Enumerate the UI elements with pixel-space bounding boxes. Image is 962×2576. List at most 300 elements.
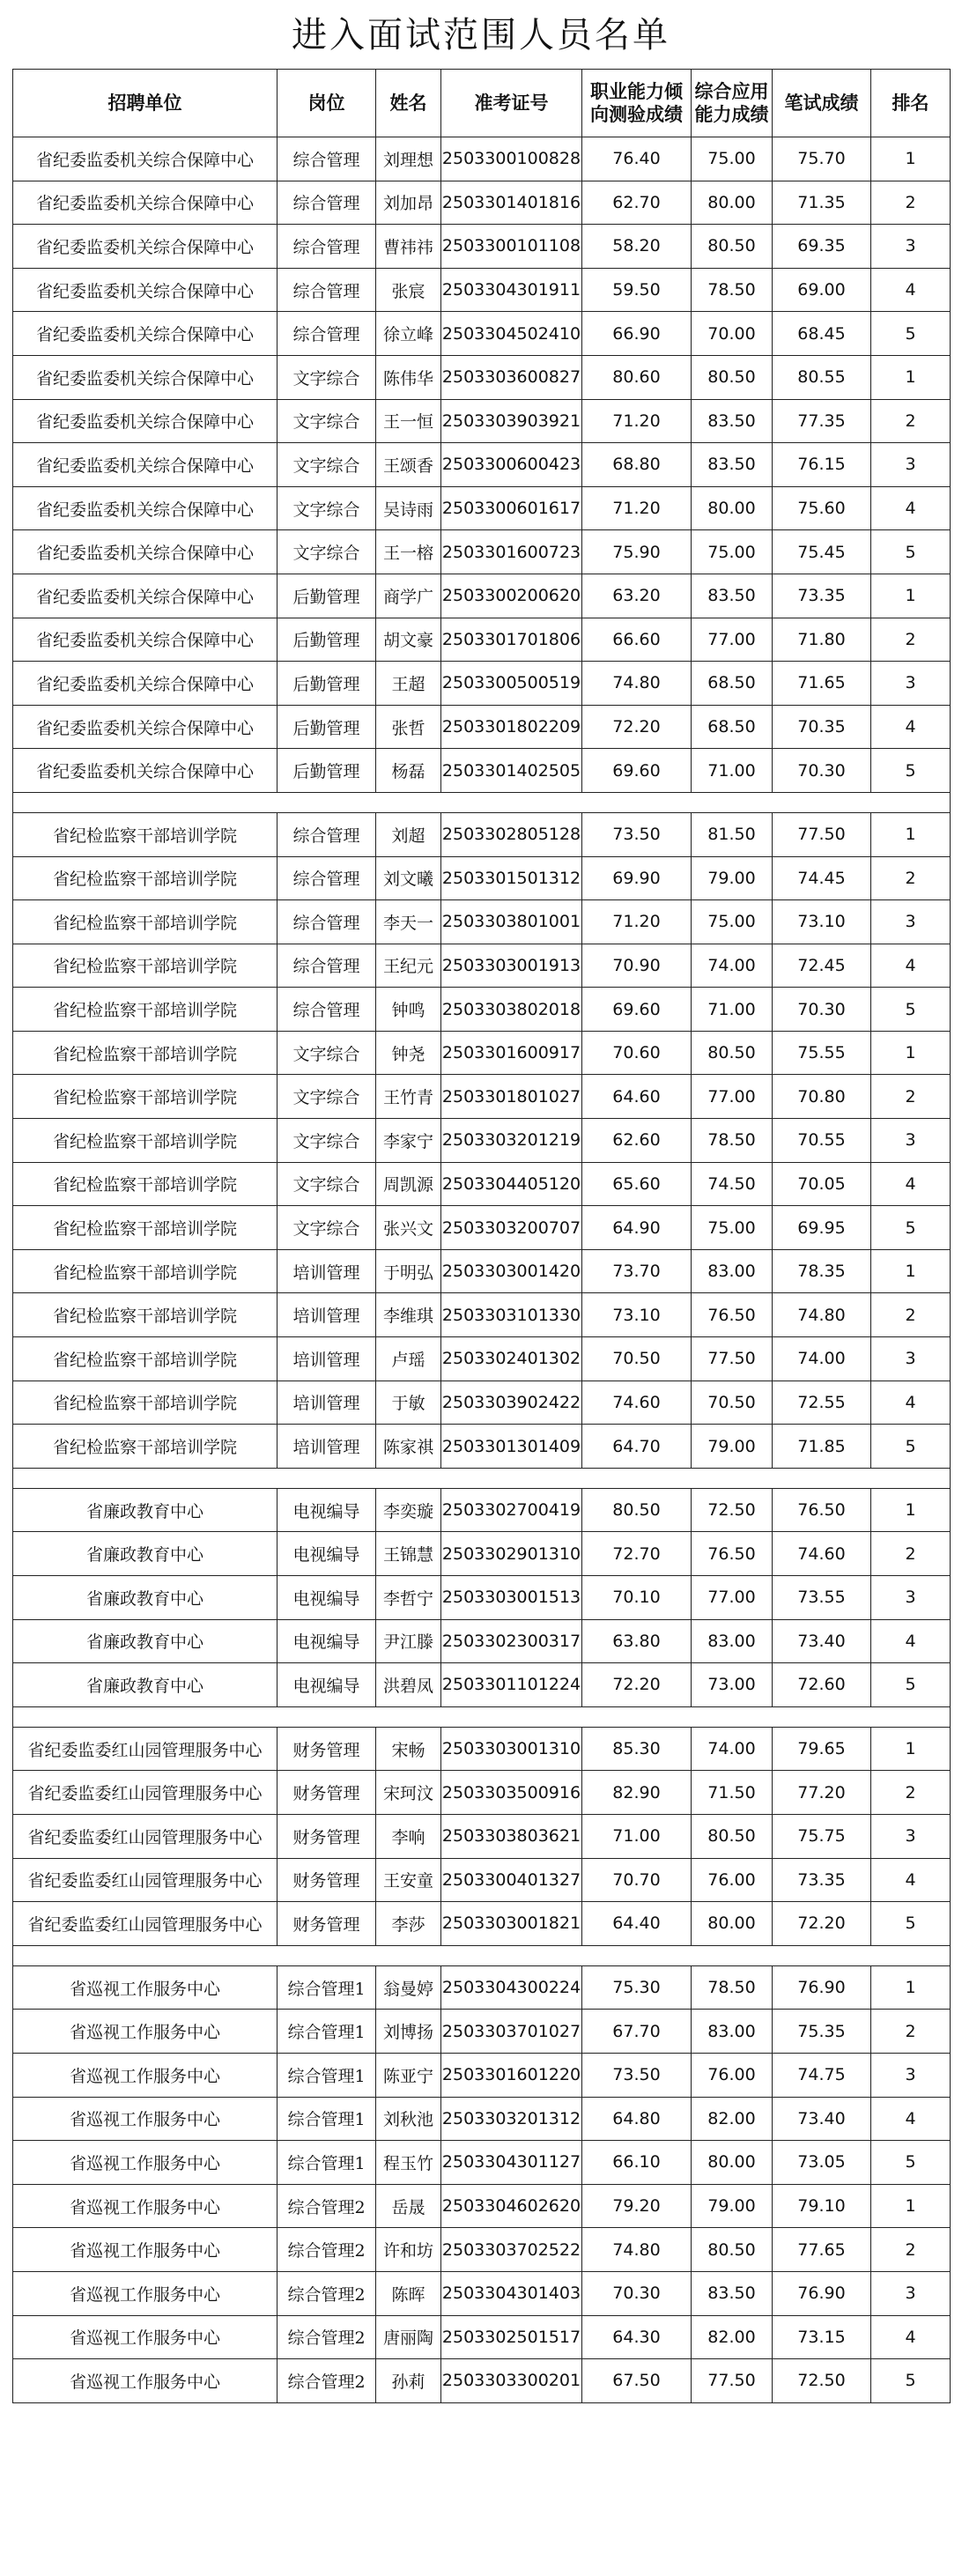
table-row: [13, 1576, 951, 1620]
cell-written-score: 76.15: [773, 443, 871, 487]
cell-unit: 省纪委监委机关综合保障中心: [13, 662, 278, 706]
cell-unit: 省巡视工作服务中心: [13, 2359, 278, 2403]
cell-application-score: 80.50: [692, 2228, 773, 2272]
header-name: 姓名: [376, 70, 441, 137]
cell-application-score: 77.00: [692, 1075, 773, 1119]
table-row: [13, 988, 951, 1032]
table-row: [13, 2053, 951, 2097]
cell-post: 综合管理1: [278, 2010, 376, 2054]
cell-application-score: 80.00: [692, 1902, 773, 1946]
cell-written-score: 73.35: [773, 574, 871, 618]
cell-aptitude-score: 62.70: [582, 181, 692, 225]
cell-written-score: 73.15: [773, 2315, 871, 2359]
cell-rank: 5: [871, 2359, 951, 2403]
cell-unit: 省纪委监委机关综合保障中心: [13, 749, 278, 793]
cell-rank: 4: [871, 486, 951, 530]
cell-post: 后勤管理: [278, 574, 376, 618]
candidate-table: [12, 69, 951, 2403]
cell-name: 胡文豪: [376, 618, 441, 662]
table-row: [13, 1075, 951, 1119]
cell-unit: 省廉政教育中心: [13, 1619, 278, 1663]
cell-written-score: 70.05: [773, 1162, 871, 1206]
separator-cell: [13, 792, 951, 812]
cell-written-score: 70.80: [773, 1075, 871, 1119]
cell-aptitude-score: 65.60: [582, 1162, 692, 1206]
table-row: [13, 900, 951, 944]
cell-aptitude-score: 72.70: [582, 1532, 692, 1576]
cell-aptitude-score: 64.40: [582, 1902, 692, 1946]
cell-aptitude-score: 80.50: [582, 1488, 692, 1532]
header-post: 岗位: [278, 70, 376, 137]
cell-unit: 省纪检监察干部培训学院: [13, 944, 278, 988]
cell-name: 商学广: [376, 574, 441, 618]
cell-unit: 省纪检监察干部培训学院: [13, 1293, 278, 1337]
cell-rank: 1: [871, 1727, 951, 1771]
cell-unit: 省廉政教育中心: [13, 1576, 278, 1620]
group-separator-row: [13, 792, 951, 812]
cell-unit: 省纪委监委机关综合保障中心: [13, 530, 278, 574]
cell-application-score: 76.00: [692, 1858, 773, 1902]
cell-post: 文字综合: [278, 1206, 376, 1250]
cell-aptitude-score: 66.10: [582, 2141, 692, 2185]
table-row: [13, 2359, 951, 2403]
cell-written-score: 70.30: [773, 988, 871, 1032]
cell-written-score: 72.55: [773, 1381, 871, 1425]
group-separator-row: [13, 1468, 951, 1488]
separator-cell: [13, 1468, 951, 1488]
cell-written-score: 75.35: [773, 2010, 871, 2054]
cell-name: 李家宁: [376, 1119, 441, 1163]
cell-exam-no: 2503301701806: [441, 618, 582, 662]
cell-unit: 省巡视工作服务中心: [13, 2315, 278, 2359]
cell-aptitude-score: 71.00: [582, 1814, 692, 1858]
cell-unit: 省纪委监委机关综合保障中心: [13, 181, 278, 225]
cell-post: 文字综合: [278, 1075, 376, 1119]
cell-exam-no: 2503301802209: [441, 705, 582, 749]
cell-exam-no: 2503302700419: [441, 1488, 582, 1532]
cell-application-score: 79.00: [692, 856, 773, 900]
header-written-score: 笔试成绩: [773, 70, 871, 137]
cell-post: 文字综合: [278, 1119, 376, 1163]
table-row: [13, 2141, 951, 2185]
cell-exam-no: 2503303702522: [441, 2228, 582, 2272]
cell-post: 综合管理: [278, 812, 376, 856]
cell-written-score: 74.75: [773, 2053, 871, 2097]
cell-application-score: 78.50: [692, 268, 773, 312]
cell-post: 后勤管理: [278, 618, 376, 662]
cell-application-score: 83.50: [692, 399, 773, 443]
cell-unit: 省纪委监委机关综合保障中心: [13, 618, 278, 662]
cell-exam-no: 2503300401327: [441, 1858, 582, 1902]
cell-aptitude-score: 64.80: [582, 2097, 692, 2141]
cell-written-score: 79.65: [773, 1727, 871, 1771]
cell-rank: 4: [871, 268, 951, 312]
cell-aptitude-score: 70.50: [582, 1337, 692, 1381]
cell-rank: 4: [871, 705, 951, 749]
cell-rank: 5: [871, 1902, 951, 1946]
cell-exam-no: 2503300500519: [441, 662, 582, 706]
cell-rank: 3: [871, 2053, 951, 2097]
cell-exam-no: 2503301301409: [441, 1425, 582, 1469]
cell-name: 孙莉: [376, 2359, 441, 2403]
cell-name: 洪碧凤: [376, 1663, 441, 1707]
cell-application-score: 75.00: [692, 900, 773, 944]
cell-application-score: 82.00: [692, 2315, 773, 2359]
cell-name: 翁曼婷: [376, 1965, 441, 2010]
cell-application-score: 83.50: [692, 443, 773, 487]
cell-name: 王锦慧: [376, 1532, 441, 1576]
cell-name: 王竹青: [376, 1075, 441, 1119]
cell-aptitude-score: 71.20: [582, 399, 692, 443]
cell-written-score: 69.00: [773, 268, 871, 312]
cell-unit: 省纪委监委机关综合保障中心: [13, 137, 278, 181]
cell-written-score: 73.05: [773, 2141, 871, 2185]
table-row: [13, 1965, 951, 2010]
cell-exam-no: 2503301600723: [441, 530, 582, 574]
cell-name: 宋畅: [376, 1727, 441, 1771]
cell-rank: 1: [871, 2184, 951, 2228]
cell-written-score: 73.40: [773, 2097, 871, 2141]
cell-post: 综合管理: [278, 137, 376, 181]
table-row: [13, 486, 951, 530]
cell-aptitude-score: 75.30: [582, 1965, 692, 2010]
cell-application-score: 71.00: [692, 988, 773, 1032]
cell-exam-no: 2503303902422: [441, 1381, 582, 1425]
cell-unit: 省纪检监察干部培训学院: [13, 1381, 278, 1425]
cell-aptitude-score: 59.50: [582, 268, 692, 312]
cell-application-score: 75.00: [692, 1206, 773, 1250]
table-row: [13, 856, 951, 900]
cell-rank: 3: [871, 662, 951, 706]
table-row: [13, 574, 951, 618]
cell-written-score: 70.30: [773, 749, 871, 793]
cell-application-score: 83.00: [692, 2010, 773, 2054]
cell-post: 财务管理: [278, 1858, 376, 1902]
cell-exam-no: 2503301600917: [441, 1031, 582, 1075]
cell-post: 文字综合: [278, 1162, 376, 1206]
cell-aptitude-score: 76.40: [582, 137, 692, 181]
cell-application-score: 73.00: [692, 1663, 773, 1707]
table-row: [13, 1663, 951, 1707]
cell-post: 综合管理1: [278, 1965, 376, 2010]
cell-aptitude-score: 74.80: [582, 662, 692, 706]
cell-exam-no: 2503303201219: [441, 1119, 582, 1163]
cell-written-score: 71.85: [773, 1425, 871, 1469]
table-row: [13, 1249, 951, 1293]
cell-application-score: 80.50: [692, 355, 773, 399]
cell-name: 王一榕: [376, 530, 441, 574]
cell-unit: 省纪检监察干部培训学院: [13, 856, 278, 900]
cell-written-score: 75.75: [773, 1814, 871, 1858]
cell-rank: 3: [871, 1119, 951, 1163]
cell-exam-no: 2503300200620: [441, 574, 582, 618]
cell-aptitude-score: 73.50: [582, 812, 692, 856]
table-row: [13, 1814, 951, 1858]
cell-unit: 省纪委监委红山园管理服务中心: [13, 1727, 278, 1771]
table-row: [13, 1119, 951, 1163]
cell-unit: 省纪委监委机关综合保障中心: [13, 486, 278, 530]
cell-written-score: 74.45: [773, 856, 871, 900]
cell-post: 电视编导: [278, 1488, 376, 1532]
cell-name: 尹江滕: [376, 1619, 441, 1663]
cell-name: 钟鸣: [376, 988, 441, 1032]
cell-rank: 5: [871, 749, 951, 793]
cell-exam-no: 2503303903921: [441, 399, 582, 443]
cell-post: 文字综合: [278, 399, 376, 443]
cell-exam-no: 2503301401816: [441, 181, 582, 225]
cell-exam-no: 2503302300317: [441, 1619, 582, 1663]
cell-name: 张哲: [376, 705, 441, 749]
table-row: [13, 2228, 951, 2272]
cell-post: 电视编导: [278, 1532, 376, 1576]
cell-exam-no: 2503303802018: [441, 988, 582, 1032]
cell-aptitude-score: 68.80: [582, 443, 692, 487]
table-row: [13, 1619, 951, 1663]
cell-name: 程玉竹: [376, 2141, 441, 2185]
cell-rank: 5: [871, 530, 951, 574]
cell-post: 培训管理: [278, 1381, 376, 1425]
cell-aptitude-score: 62.60: [582, 1119, 692, 1163]
cell-name: 李奕璇: [376, 1488, 441, 1532]
cell-exam-no: 2503302401302: [441, 1337, 582, 1381]
cell-written-score: 69.35: [773, 225, 871, 269]
cell-application-score: 74.00: [692, 944, 773, 988]
cell-post: 后勤管理: [278, 705, 376, 749]
cell-exam-no: 2503301101224: [441, 1663, 582, 1707]
cell-aptitude-score: 80.60: [582, 355, 692, 399]
cell-aptitude-score: 67.50: [582, 2359, 692, 2403]
cell-rank: 3: [871, 2271, 951, 2315]
cell-application-score: 74.00: [692, 1727, 773, 1771]
cell-rank: 1: [871, 355, 951, 399]
cell-rank: 5: [871, 2141, 951, 2185]
cell-application-score: 80.50: [692, 1814, 773, 1858]
cell-post: 综合管理: [278, 856, 376, 900]
cell-application-score: 80.50: [692, 225, 773, 269]
table-row: [13, 312, 951, 356]
cell-name: 许和坊: [376, 2228, 441, 2272]
header-rank: 排名: [871, 70, 951, 137]
cell-unit: 省巡视工作服务中心: [13, 2010, 278, 2054]
header-exam-no: 准考证号: [441, 70, 582, 137]
cell-rank: 4: [871, 1858, 951, 1902]
cell-application-score: 82.00: [692, 2097, 773, 2141]
cell-post: 文字综合: [278, 1031, 376, 1075]
cell-exam-no: 2503303101330: [441, 1293, 582, 1337]
cell-post: 电视编导: [278, 1576, 376, 1620]
cell-aptitude-score: 73.10: [582, 1293, 692, 1337]
cell-application-score: 76.50: [692, 1293, 773, 1337]
cell-rank: 1: [871, 1249, 951, 1293]
cell-aptitude-score: 58.20: [582, 225, 692, 269]
table-row: [13, 1162, 951, 1206]
cell-post: 综合管理: [278, 312, 376, 356]
cell-post: 综合管理1: [278, 2053, 376, 2097]
cell-unit: 省巡视工作服务中心: [13, 2097, 278, 2141]
cell-rank: 3: [871, 443, 951, 487]
cell-name: 张兴文: [376, 1206, 441, 1250]
cell-name: 李响: [376, 1814, 441, 1858]
cell-aptitude-score: 64.70: [582, 1425, 692, 1469]
cell-aptitude-score: 70.60: [582, 1031, 692, 1075]
cell-rank: 2: [871, 618, 951, 662]
cell-name: 刘理想: [376, 137, 441, 181]
table-body: [13, 137, 951, 2403]
header-unit: 招聘单位: [13, 70, 278, 137]
cell-written-score: 73.55: [773, 1576, 871, 1620]
cell-name: 李莎: [376, 1902, 441, 1946]
group-separator-row: [13, 1706, 951, 1727]
cell-name: 岳晟: [376, 2184, 441, 2228]
cell-application-score: 81.50: [692, 812, 773, 856]
cell-rank: 2: [871, 399, 951, 443]
cell-name: 吴诗雨: [376, 486, 441, 530]
cell-unit: 省纪委监委机关综合保障中心: [13, 225, 278, 269]
cell-written-score: 71.80: [773, 618, 871, 662]
cell-post: 财务管理: [278, 1771, 376, 1815]
cell-post: 电视编导: [278, 1663, 376, 1707]
cell-aptitude-score: 71.20: [582, 486, 692, 530]
cell-application-score: 77.00: [692, 618, 773, 662]
cell-aptitude-score: 63.80: [582, 1619, 692, 1663]
cell-aptitude-score: 71.20: [582, 900, 692, 944]
cell-rank: 4: [871, 2097, 951, 2141]
cell-unit: 省纪检监察干部培训学院: [13, 1075, 278, 1119]
cell-name: 曹祎祎: [376, 225, 441, 269]
cell-application-score: 83.00: [692, 1249, 773, 1293]
cell-name: 徐立峰: [376, 312, 441, 356]
table-row: [13, 181, 951, 225]
cell-written-score: 72.50: [773, 2359, 871, 2403]
table-row: [13, 705, 951, 749]
cell-written-score: 78.35: [773, 1249, 871, 1293]
cell-rank: 2: [871, 2010, 951, 2054]
cell-rank: 2: [871, 1075, 951, 1119]
cell-post: 电视编导: [278, 1619, 376, 1663]
cell-unit: 省纪委监委机关综合保障中心: [13, 705, 278, 749]
cell-unit: 省纪检监察干部培训学院: [13, 900, 278, 944]
cell-unit: 省廉政教育中心: [13, 1532, 278, 1576]
cell-aptitude-score: 73.50: [582, 2053, 692, 2097]
cell-exam-no: 2503300101108: [441, 225, 582, 269]
cell-post: 综合管理: [278, 225, 376, 269]
cell-written-score: 80.55: [773, 355, 871, 399]
cell-aptitude-score: 66.90: [582, 312, 692, 356]
cell-rank: 5: [871, 1206, 951, 1250]
cell-exam-no: 2503301801027: [441, 1075, 582, 1119]
cell-name: 王颂香: [376, 443, 441, 487]
cell-written-score: 77.35: [773, 399, 871, 443]
cell-post: 培训管理: [278, 1337, 376, 1381]
cell-application-score: 76.50: [692, 1532, 773, 1576]
cell-application-score: 75.00: [692, 137, 773, 181]
cell-unit: 省巡视工作服务中心: [13, 2271, 278, 2315]
cell-application-score: 79.00: [692, 1425, 773, 1469]
cell-aptitude-score: 72.20: [582, 1663, 692, 1707]
cell-written-score: 74.60: [773, 1532, 871, 1576]
cell-name: 王超: [376, 662, 441, 706]
table-row: [13, 1206, 951, 1250]
cell-exam-no: 2503303001513: [441, 1576, 582, 1620]
table-row: [13, 1858, 951, 1902]
cell-application-score: 83.50: [692, 2271, 773, 2315]
cell-name: 李维琪: [376, 1293, 441, 1337]
cell-application-score: 79.00: [692, 2184, 773, 2228]
cell-rank: 5: [871, 988, 951, 1032]
cell-aptitude-score: 66.60: [582, 618, 692, 662]
cell-unit: 省纪检监察干部培训学院: [13, 1206, 278, 1250]
cell-exam-no: 2503302501517: [441, 2315, 582, 2359]
cell-unit: 省纪委监委红山园管理服务中心: [13, 1902, 278, 1946]
cell-exam-no: 2503304300224: [441, 1965, 582, 2010]
cell-name: 王一恒: [376, 399, 441, 443]
cell-name: 陈亚宁: [376, 2053, 441, 2097]
cell-rank: 2: [871, 1532, 951, 1576]
table-row: [13, 2097, 951, 2141]
cell-post: 综合管理: [278, 900, 376, 944]
cell-aptitude-score: 73.70: [582, 1249, 692, 1293]
cell-unit: 省纪委监委机关综合保障中心: [13, 312, 278, 356]
table-row: [13, 268, 951, 312]
cell-exam-no: 2503303701027: [441, 2010, 582, 2054]
cell-aptitude-score: 82.90: [582, 1771, 692, 1815]
cell-written-score: 71.35: [773, 181, 871, 225]
cell-aptitude-score: 75.90: [582, 530, 692, 574]
cell-rank: 3: [871, 1814, 951, 1858]
cell-application-score: 77.50: [692, 1337, 773, 1381]
cell-name: 周凯源: [376, 1162, 441, 1206]
cell-written-score: 69.95: [773, 1206, 871, 1250]
cell-aptitude-score: 70.70: [582, 1858, 692, 1902]
cell-post: 综合管理2: [278, 2271, 376, 2315]
cell-post: 财务管理: [278, 1814, 376, 1858]
cell-post: 文字综合: [278, 530, 376, 574]
cell-post: 财务管理: [278, 1902, 376, 1946]
cell-rank: 3: [871, 900, 951, 944]
cell-name: 李天一: [376, 900, 441, 944]
cell-rank: 4: [871, 944, 951, 988]
cell-post: 综合管理: [278, 944, 376, 988]
cell-aptitude-score: 70.30: [582, 2271, 692, 2315]
cell-rank: 2: [871, 2228, 951, 2272]
table-row: [13, 944, 951, 988]
cell-application-score: 68.50: [692, 705, 773, 749]
cell-post: 后勤管理: [278, 662, 376, 706]
cell-unit: 省纪检监察干部培训学院: [13, 1337, 278, 1381]
cell-application-score: 72.50: [692, 1488, 773, 1532]
cell-post: 文字综合: [278, 443, 376, 487]
cell-name: 陈家祺: [376, 1425, 441, 1469]
page-title: 进入面试范围人员名单: [292, 15, 670, 56]
cell-rank: 5: [871, 1663, 951, 1707]
cell-written-score: 77.50: [773, 812, 871, 856]
cell-rank: 4: [871, 1381, 951, 1425]
cell-application-score: 80.50: [692, 1031, 773, 1075]
cell-application-score: 70.00: [692, 312, 773, 356]
cell-written-score: 72.20: [773, 1902, 871, 1946]
table-row: [13, 225, 951, 269]
cell-aptitude-score: 70.90: [582, 944, 692, 988]
cell-name: 杨磊: [376, 749, 441, 793]
table-row: [13, 399, 951, 443]
cell-exam-no: 2503300100828: [441, 137, 582, 181]
cell-name: 于明弘: [376, 1249, 441, 1293]
cell-unit: 省纪检监察干部培训学院: [13, 1119, 278, 1163]
cell-rank: 2: [871, 181, 951, 225]
cell-post: 文字综合: [278, 355, 376, 399]
cell-exam-no: 2503300601617: [441, 486, 582, 530]
cell-written-score: 73.35: [773, 1858, 871, 1902]
